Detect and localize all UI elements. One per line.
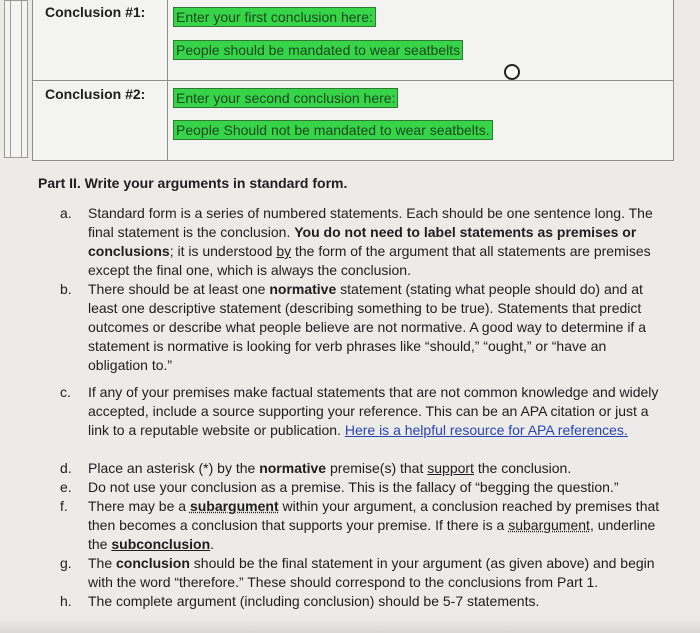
item-text: statement (stating what people should do) and at least one descriptive statement (describing something to be true). Statements that predict outcomes or describe what people believe are not normative. A good way to determine if a statement is normative is looking for verb phrases like “should,” “ought,” or “have an obligation to.”	[88, 281, 646, 373]
item-underlined-text: by	[276, 243, 292, 259]
item-text: .	[210, 536, 215, 552]
item-bold-underlined-text: subargument	[189, 498, 279, 514]
item-text: Place an asterisk (*) by the	[88, 460, 260, 476]
item-text: the form of the argument that all statements are premises except the final one, which is always the conclusion.	[88, 243, 651, 278]
conclusion-row-1	[33, 0, 673, 81]
left-margin-bars	[0, 0, 32, 160]
conclusion-row-2	[33, 80, 673, 160]
list-marker: f.	[60, 498, 68, 514]
instructions-list	[58, 204, 668, 611]
item-underlined-text: support	[427, 460, 474, 476]
item-text: The	[88, 555, 117, 571]
list-marker: b.	[60, 281, 72, 297]
list-item-d	[58, 459, 668, 478]
item-bold-text: You do not need to label statements as premises or conclusions	[88, 224, 637, 259]
item-text: the conclusion.	[473, 460, 572, 476]
conclusion-1-prompt: Enter your first conclusion here:	[173, 7, 376, 27]
list-item-g	[58, 554, 668, 592]
list-item-e	[58, 478, 668, 497]
item-text: Standard form is a series of numbered statements. Each should be one sentence long. The final statement is the conclusion.	[88, 205, 653, 240]
column-divider	[167, 0, 168, 80]
item-text: There should be at least one	[88, 281, 270, 297]
part-2-heading: Part II. Write your arguments in standard form.	[38, 175, 348, 191]
conclusion-2-label: Conclusion #2:	[45, 86, 146, 102]
list-marker: g.	[60, 555, 72, 571]
item-bold-text: normative	[259, 460, 327, 476]
page-bottom-shadow	[0, 618, 700, 633]
radio-button[interactable]	[504, 64, 520, 80]
list-marker: h.	[60, 593, 72, 609]
item-text: There may be a	[88, 498, 190, 514]
item-text: The complete argument (including conclusion) should be 5-7 statements.	[88, 593, 540, 609]
list-item-f	[58, 497, 668, 554]
list-item-c	[58, 383, 668, 459]
item-text: Do not use your conclusion as a premise. This is the fallacy of “begging the question.”	[88, 479, 619, 495]
item-bold-text: conclusion	[116, 555, 190, 571]
conclusions-table	[32, 0, 674, 161]
column-divider	[167, 80, 168, 160]
conclusion-1-label: Conclusion #1:	[45, 4, 146, 20]
list-marker: a.	[60, 205, 72, 221]
left-bar-inner	[10, 0, 22, 158]
list-marker: c.	[60, 384, 71, 400]
list-item-a	[58, 204, 668, 280]
item-text: should be the final statement in your argument (as given above) and begin with the word “therefore.” These should correspond to the conclusions from Part 1.	[88, 555, 655, 590]
item-text: ; it is understood	[169, 243, 277, 259]
item-text: , underline the	[88, 517, 656, 552]
item-bold-text: normative	[269, 281, 337, 297]
list-item-b	[58, 280, 668, 383]
item-text: within your argument, a conclusion reached by premises that then becomes a conclusion that supports your premise. If there is a	[88, 498, 660, 533]
conclusion-2-answer[interactable]: People Should not be mandated to wear seatbelts.	[173, 120, 493, 140]
item-text: If any of your premises make factual statements that are not common knowledge and widely accepted, include a source supporting your reference. This can be an APA citation or just a link to a reputable website or publication.	[88, 384, 659, 438]
item-text: premise(s) that	[326, 460, 428, 476]
list-marker: e.	[60, 479, 72, 495]
list-marker: d.	[60, 460, 72, 476]
item-bold-underlined-text: subconclusion	[111, 536, 211, 552]
conclusion-1-answer[interactable]: People should be mandated to wear seatbelts	[173, 40, 463, 60]
conclusion-2-prompt: Enter your second conclusion here:	[173, 88, 398, 108]
apa-resource-link[interactable]: Here is a helpful resource for APA references.	[344, 422, 628, 438]
item-underlined-text: subargument	[508, 517, 590, 533]
list-item-h	[58, 592, 668, 611]
